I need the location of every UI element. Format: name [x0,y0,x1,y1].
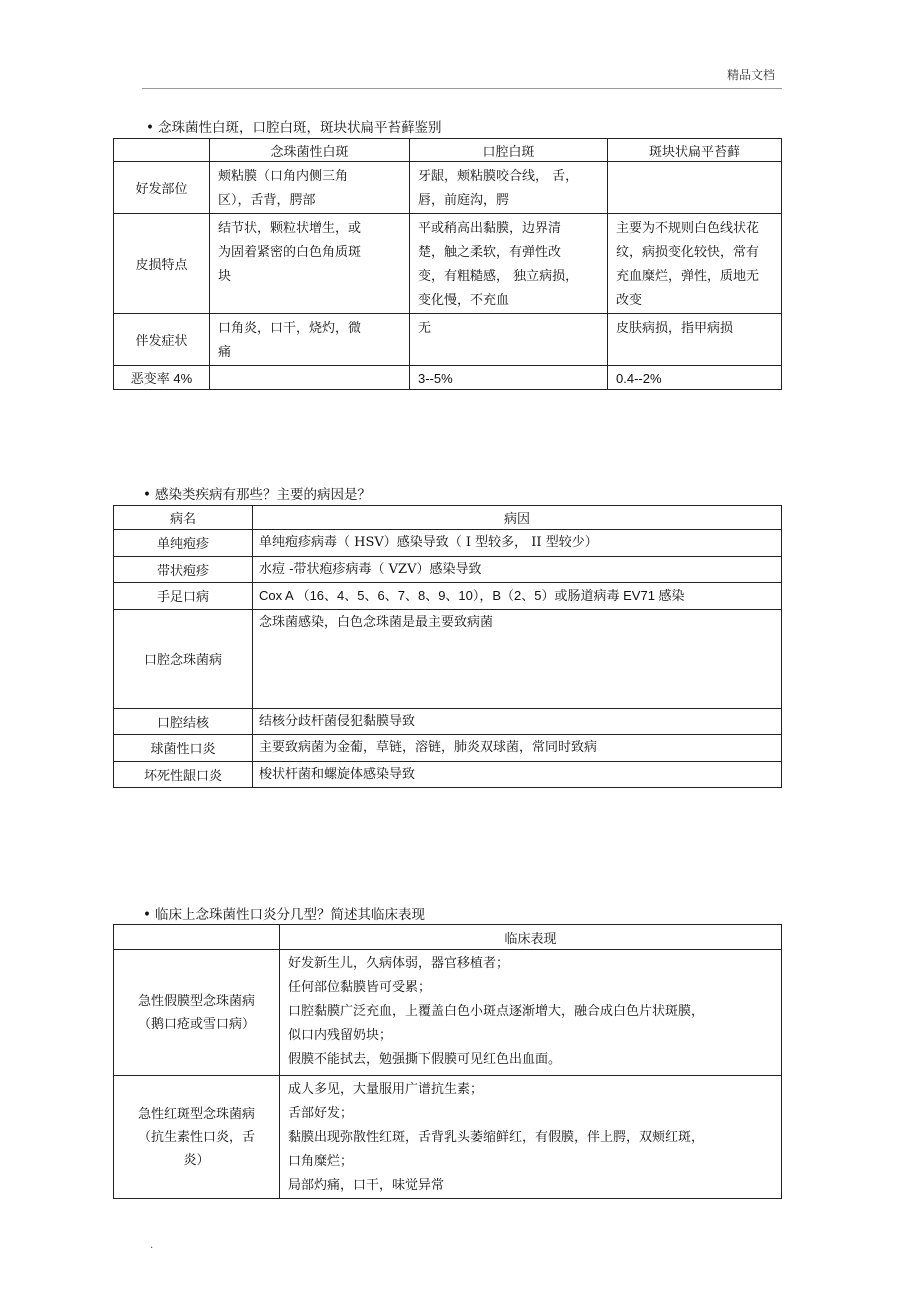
text-line: （抗生素性口炎，舌 [137,1129,255,1145]
text-line: 主要为不规则白色线状花 [616,221,760,236]
text-line: 似口内残留奶块； [288,1028,393,1043]
header-cell: 病名 [114,506,253,530]
section2-heading [143,483,371,503]
text-line: 颊粘膜（口角内侧三角 [218,169,349,184]
text-line: 无 [418,321,432,336]
table-cell [410,314,608,366]
bullet-dot-icon: • [143,907,151,923]
text-line: 皮肤病损，指甲病损 [616,321,734,336]
text-line: 纹，病损变化较快，常有 [616,245,760,260]
infection-table [113,505,782,788]
table-row [114,314,782,366]
disease-name: 单纯疱疹 [114,530,253,557]
table-header-row [114,139,782,162]
candidiasis-type [114,1076,280,1199]
table-cell [608,214,782,314]
row-label: 伴发症状 [114,314,210,366]
table-cell [210,366,410,390]
header-text: 精品文档 [727,68,776,82]
text-line: （鹅口疮或雪口病） [137,1016,255,1032]
section3-heading [143,903,425,923]
table-row [114,366,782,390]
disease-cause: 水痘 -带状疱疹病毒（ VZV）感染导致 [253,556,782,583]
table-cell [410,162,608,214]
text-line: 急性假膜型念珠菌病 [137,993,255,1009]
table-row [114,735,782,762]
text-line: 炎） [183,1152,210,1168]
disease-name: 带状疱疹 [114,556,253,583]
table-row [114,214,782,314]
text-line: 口角糜烂； [288,1154,354,1169]
disease-name: 口腔结核 [114,708,253,735]
clinical-manifestation [280,950,782,1076]
text-line: 局部灼痛，口干，味觉异常 [288,1178,445,1193]
table-cell [410,214,608,314]
table-cell [210,214,410,314]
comparison-table [113,138,782,390]
section3-heading-text: 临床上念珠菌性口炎分几型？简述其临床表现 [154,907,425,923]
table-header-row [114,506,782,530]
table-cell [608,162,782,214]
table-row [114,530,782,557]
text-line: 区），舌背，腭部 [218,193,316,208]
disease-cause: 单纯疱疹病毒（ HSV）感染导致（ I 型较多， II 型较少） [253,530,782,557]
header-cell: 临床表现 [280,925,782,950]
header-cell [114,139,210,162]
table-cell [210,314,410,366]
table-cell [608,366,782,390]
header-cell: 斑块状扁平苔藓 [608,139,782,162]
text-line: 变化慢，不充血 [418,293,510,308]
text-line: 平或稍高出黏膜，边界清 [418,221,562,236]
header-cell: 念珠菌性白斑 [210,139,410,162]
text-line: 痛 [218,345,232,360]
text-line: 成人多见，大量服用广谱抗生素； [288,1082,484,1097]
text-line: 任何部位黏膜皆可受累； [288,980,432,995]
candidiasis-type [114,950,280,1076]
bullet-dot-icon: • [146,120,154,136]
text-line: 急性红斑型念珠菌病 [137,1106,255,1122]
text-line: 0.4--2% [616,371,662,386]
text-line: 好发新生儿，久病体弱，器官移植者； [288,956,510,971]
text-line: 结节状，颗粒状增生，或 [218,221,362,236]
section2-heading-text: 感染类疾病有那些？主要的病因是？ [154,487,371,503]
disease-name: 球菌性口炎 [114,735,253,762]
text-line: 楚，触之柔软，有弹性改 [418,245,562,260]
text-line: 唇，前庭沟，腭 [418,193,510,208]
row-label: 皮损特点 [114,214,210,314]
header-rule [142,88,782,89]
footer-mark: . [150,1240,154,1251]
disease-cause: Cox A （16、4、5、6、7、8、9、10），B（2、5）或肠道病毒 EV71 感染 [253,583,782,610]
table-row [114,583,782,610]
disease-name: 口腔念珠菌病 [114,609,253,708]
table-row [114,1076,782,1199]
bullet-dot-icon: • [143,487,151,503]
text-line: 口角炎，口干，烧灼，微 [218,321,362,336]
text-line: 充血糜烂，弹性，质地无 [616,269,760,284]
section1-heading [146,116,441,136]
disease-name: 手足口病 [114,583,253,610]
disease-cause: 结核分歧杆菌侵犯黏膜导致 [253,708,782,735]
text-line: 3--5% [418,371,453,386]
table-header-row [114,925,782,950]
text-line: 块 [218,269,232,284]
text-line: 假膜不能拭去，勉强撕下假膜可见红色出血面。 [288,1052,562,1067]
text-line: 舌部好发； [288,1106,354,1121]
header-cell [114,925,280,950]
clinical-manifestation [280,1076,782,1199]
disease-name: 坏死性龈口炎 [114,761,253,788]
table-row [114,950,782,1076]
table-row [114,609,782,708]
disease-cause: 梭状杆菌和螺旋体感染导致 [253,761,782,788]
header-cell: 病因 [253,506,782,530]
disease-cause: 主要致病菌为金葡，草链，溶链，肺炎双球菌，常同时致病 [253,735,782,762]
text-line: 牙龈，颊粘膜咬合线， 舌， [418,169,579,184]
table-row [114,556,782,583]
candidiasis-table [113,924,782,1199]
text-line: 口腔黏膜广泛充血，上覆盖白色小斑点逐渐增大，融合成白色片状斑膜， [288,1004,705,1019]
disease-cause: 念珠菌感染，白色念珠菌是最主要致病菌 [253,609,782,708]
text-line: 黏膜出现弥散性红斑，舌背乳头萎缩鲜红，有假膜，伴上腭，双颊红斑， [288,1130,705,1145]
table-cell [410,366,608,390]
row-label: 恶变率 4% [114,366,210,390]
table-cell [210,162,410,214]
header-cell: 口腔白斑 [410,139,608,162]
text-line: 为固着紧密的白色角质斑 [218,245,362,260]
section1-heading-text: 念珠菌性白斑，口腔白斑，斑块状扁平苔藓鉴别 [157,120,442,136]
table-row [114,162,782,214]
table-row [114,708,782,735]
text-line: 改变 [616,293,643,308]
table-row [114,761,782,788]
table-cell [608,314,782,366]
text-line: 变，有粗糙感， 独立病损， [418,269,579,284]
row-label: 好发部位 [114,162,210,214]
